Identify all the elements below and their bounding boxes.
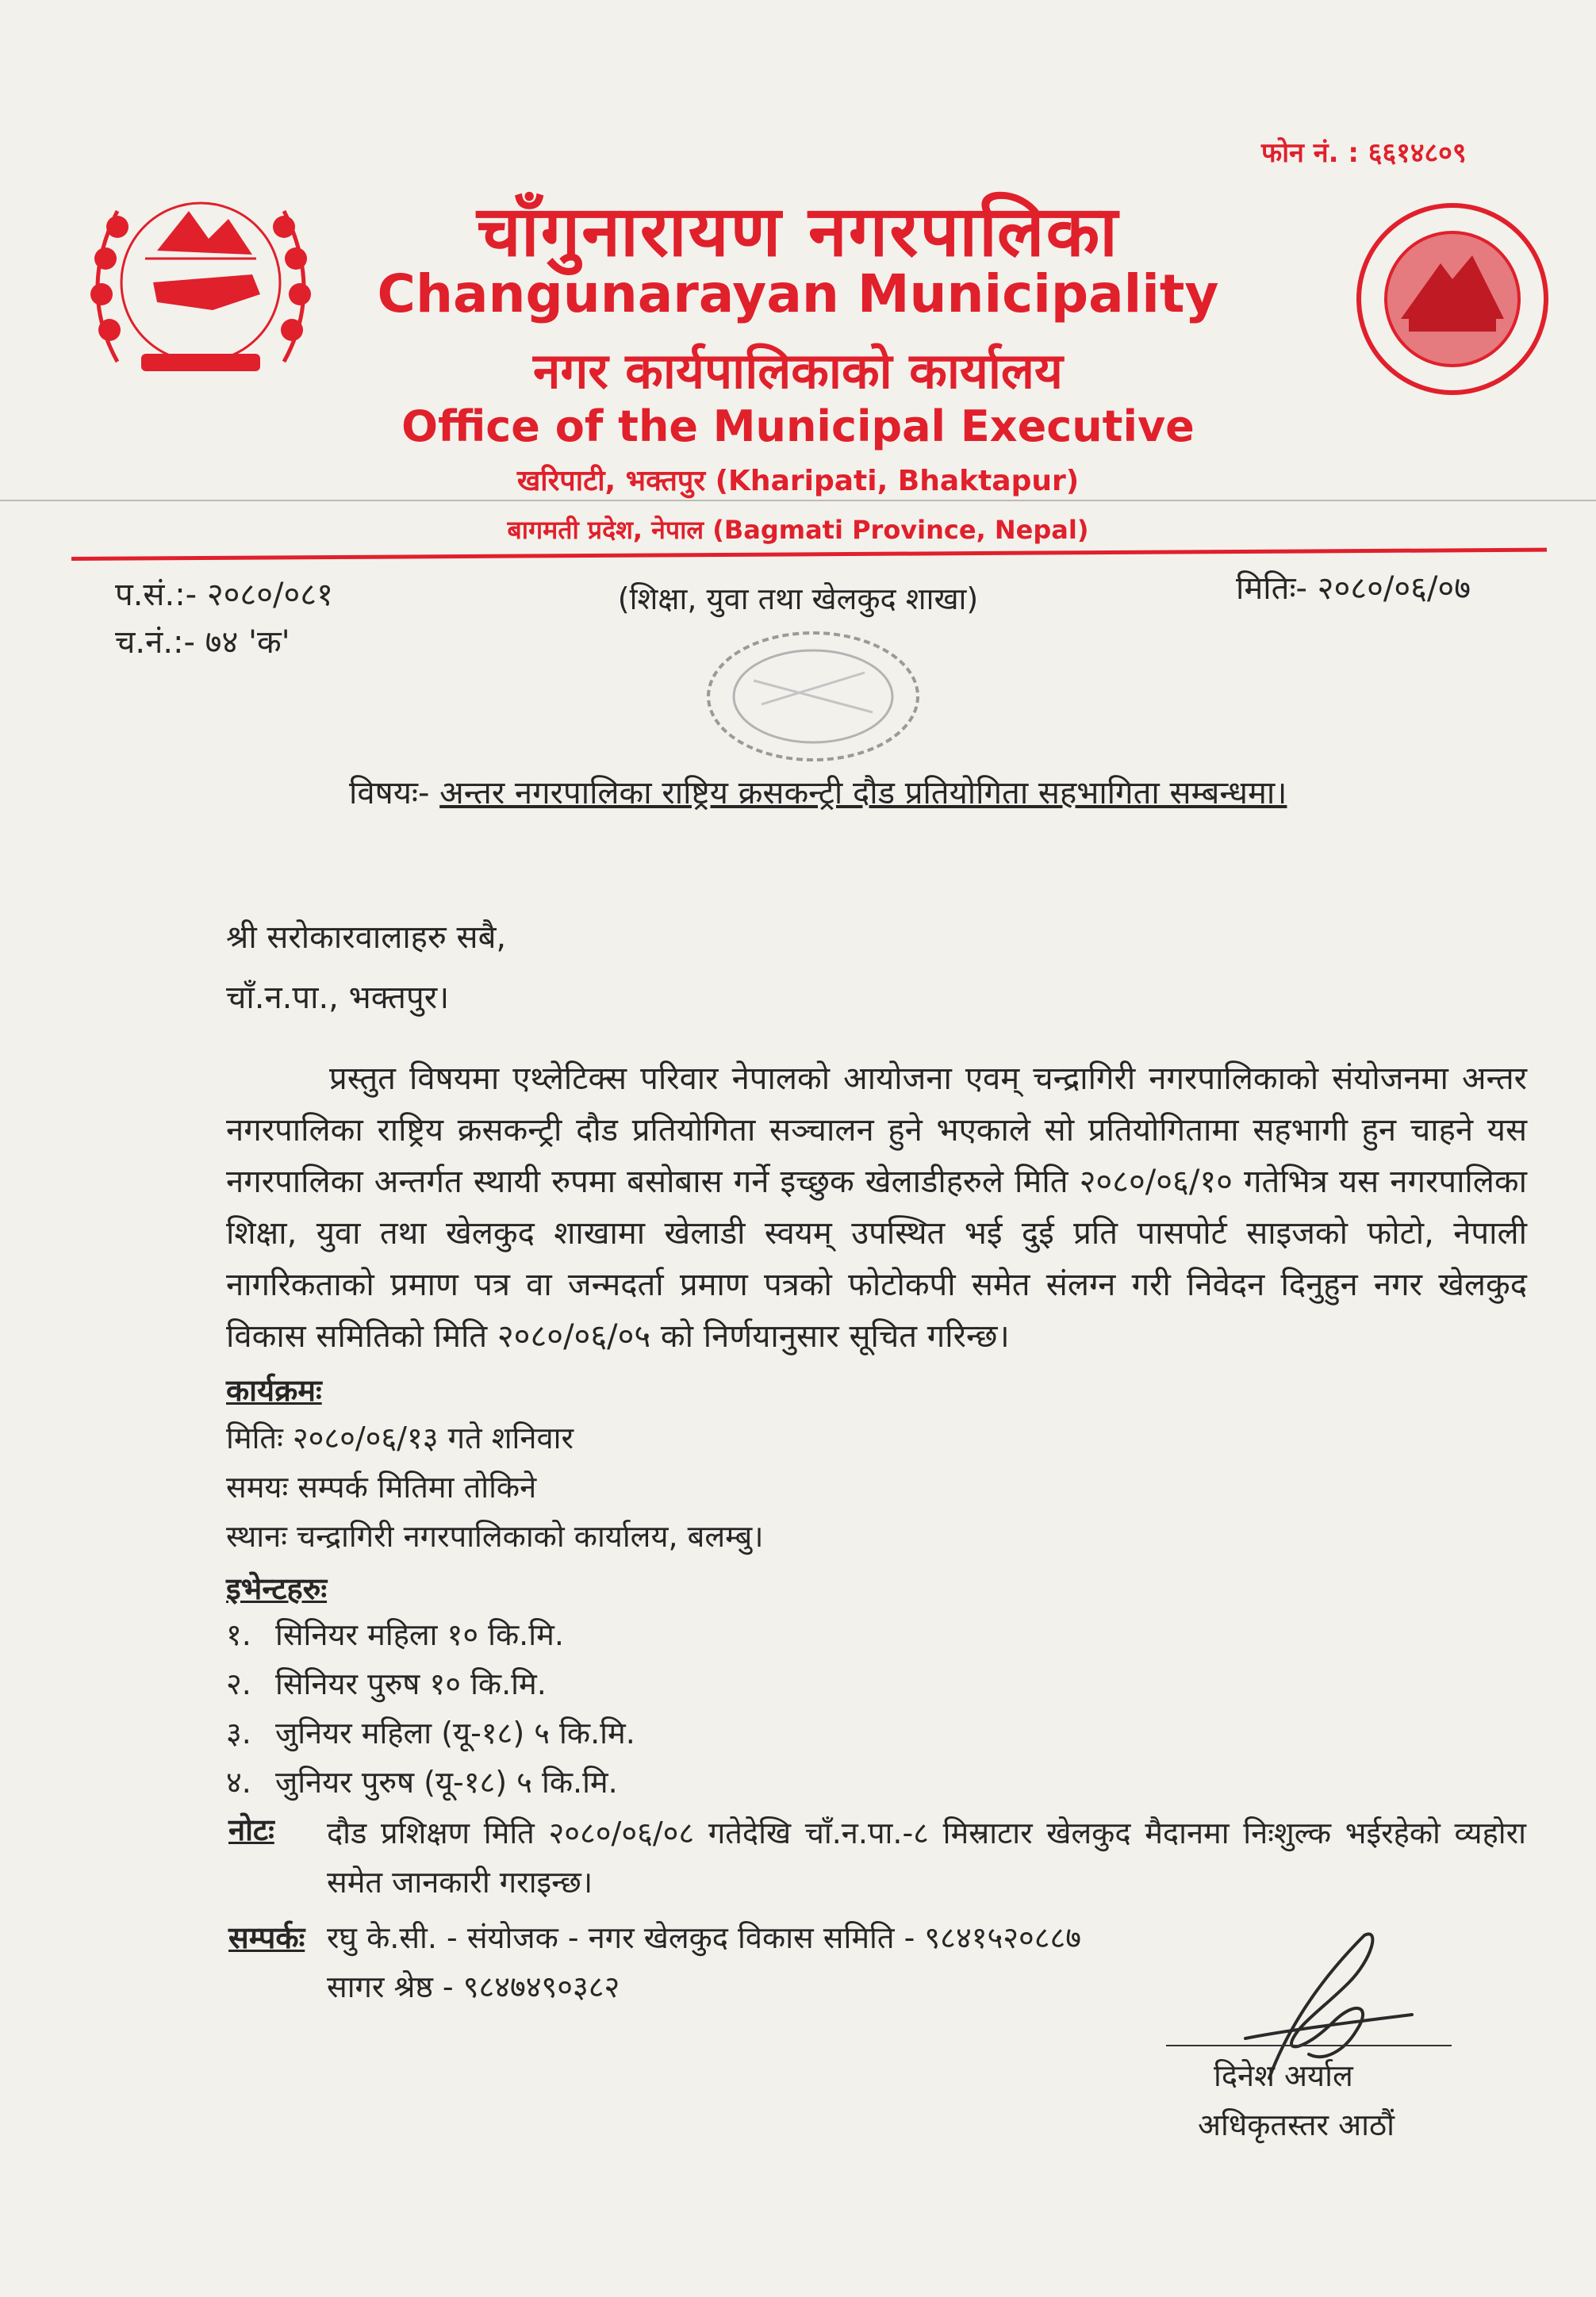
signatory-name: दिनेश अर्याल [1214, 2058, 1353, 2093]
subject-line [349, 769, 1287, 813]
dispatch-number: च.नं.:- ७४ 'क' [115, 624, 290, 661]
list-item [226, 1708, 635, 1758]
office-name-english: Office of the Municipal Executive [401, 401, 1195, 451]
letterhead-divider [71, 548, 1547, 561]
event-number: १. [226, 1617, 251, 1652]
program-date: मितिः २०८०/०६/१३ गते शनिवार [226, 1421, 574, 1455]
addressee-line-2: चाँ.न.पा., भक्तपुर। [226, 980, 450, 1016]
municipality-name-nepali: चाँगुनारायण नगरपालिका [477, 190, 1119, 272]
paper-fold-line [0, 500, 1596, 501]
event-number: ३. [226, 1716, 251, 1751]
contact-line-2: सागर श्रेष्ठ - ९८४७४९०३८२ [327, 1969, 620, 2004]
program-time: समयः सम्पर्क मितिमा तोकिने [226, 1470, 537, 1505]
event-text: जुनियर महिला (यू-१८) ५ कि.मि. [275, 1716, 635, 1751]
program-venue: स्थानः चन्द्रागिरी नगरपालिकाको कार्यालय, बलम्बु। [226, 1519, 764, 1554]
body-paragraph: प्रस्तुत विषयमा एथ्लेटिक्स परिवार नेपालको आयोजना एवम् चन्द्रागिरी नगरपालिकाको संयोजनमा अन्तर नगरपालिका राष्ट्रिय क्रसकन्ट्री दौड प्रतियोगिता सञ्चालन हुने भएकाले सो प्रतियोगितामा सहभागी हुन चाहने यस नगरपालिका अन्तर्गत स्थायी रुपमा बसोबास गर्ने इच्छुक खेलाडीहरुले मिति २०८०/०६/१० गतेभित्र यस नगरपालिका शिक्षा, युवा तथा खेलकुद शाखामा खेलाडी स्वयम् उपस्थित भई दुई प्रति पासपोर्ट साइजको फोटो, नेपाली नागरिकताको प्रमाण पत्र वा जन्मदर्ता प्रमाण पत्रको फोटोकपी समेत संलग्न गरी निवेदन दिनुहुन नगर खेलकुद विकास समितिको मिति २०८०/०६/०५ को निर्णयानुसार सूचित गरिन्छ। [226, 1060, 1527, 1355]
event-number: ४. [226, 1765, 251, 1800]
note-label: नोटः [228, 1812, 274, 1847]
events-heading: इभेन्टहरुः [226, 1571, 328, 1606]
contact-label: सम्पर्कः [228, 1920, 305, 1955]
program-details [226, 1413, 764, 1561]
office-name-nepali: नगर कार्यपालिकाको कार्यालय [533, 342, 1063, 400]
subject-text: अन्तर नगरपालिका राष्ट्रिय क्रसकन्ट्री दौड प्रतियोगिता सहभागिता सम्बन्धमा। [439, 775, 1287, 811]
letter-reference-number: प.सं.:- २०८०/०८१ [115, 577, 333, 613]
signatory-title: अधिकृतस्तर आठौं [1198, 2107, 1395, 2142]
signature-line [1166, 2045, 1452, 2046]
municipality-name-english: Changunarayan Municipality [377, 263, 1219, 324]
event-number: २. [226, 1666, 251, 1701]
address-line-2: बागमती प्रदेश, नेपाल (Bagmati Province, Nepal) [507, 515, 1089, 545]
note-text: दौड प्रशिक्षण मिति २०८०/०६/०८ गतेदेखि चाँ.न.पा.-८ मिस्राटार खेलकुद मैदानमा निःशुल्क भईरहेको व्यहोरा समेत जानकारी गराइन्छ। [327, 1816, 1526, 1900]
letter-date: मितिः- २०८०/०६/०७ [1236, 570, 1471, 607]
contact-line-1: रघु के.सी. - संयोजक - नगर खेलकुद विकास समिति - ९८४१५२०८८७ [327, 1920, 1082, 1955]
section-name: (शिक्षा, युवा तथा खेलकुद शाखा) [617, 581, 979, 616]
events-list [226, 1610, 635, 1807]
addressee-block [226, 907, 506, 1028]
event-text: सिनियर पुरुष १० कि.मि. [275, 1666, 547, 1701]
event-text: सिनियर महिला १० कि.मि. [275, 1617, 564, 1652]
list-item [226, 1610, 635, 1659]
list-item [226, 1758, 635, 1807]
subject-label: विषयः- [349, 775, 430, 811]
address-line-1: खरिपाटी, भक्तपुर (Kharipati, Bhaktapur) [516, 465, 1080, 497]
office-stamp-icon [698, 625, 928, 768]
addressee-line-1: श्री सरोकारवालाहरु सबै, [226, 919, 507, 956]
event-text: जुनियर पुरुष (यू-१८) ५ कि.मि. [275, 1765, 618, 1800]
phone-number: फोन नं. : ६६१४८०९ [1261, 137, 1467, 169]
program-heading: कार्यक्रमः [226, 1373, 322, 1408]
list-item [226, 1659, 635, 1708]
